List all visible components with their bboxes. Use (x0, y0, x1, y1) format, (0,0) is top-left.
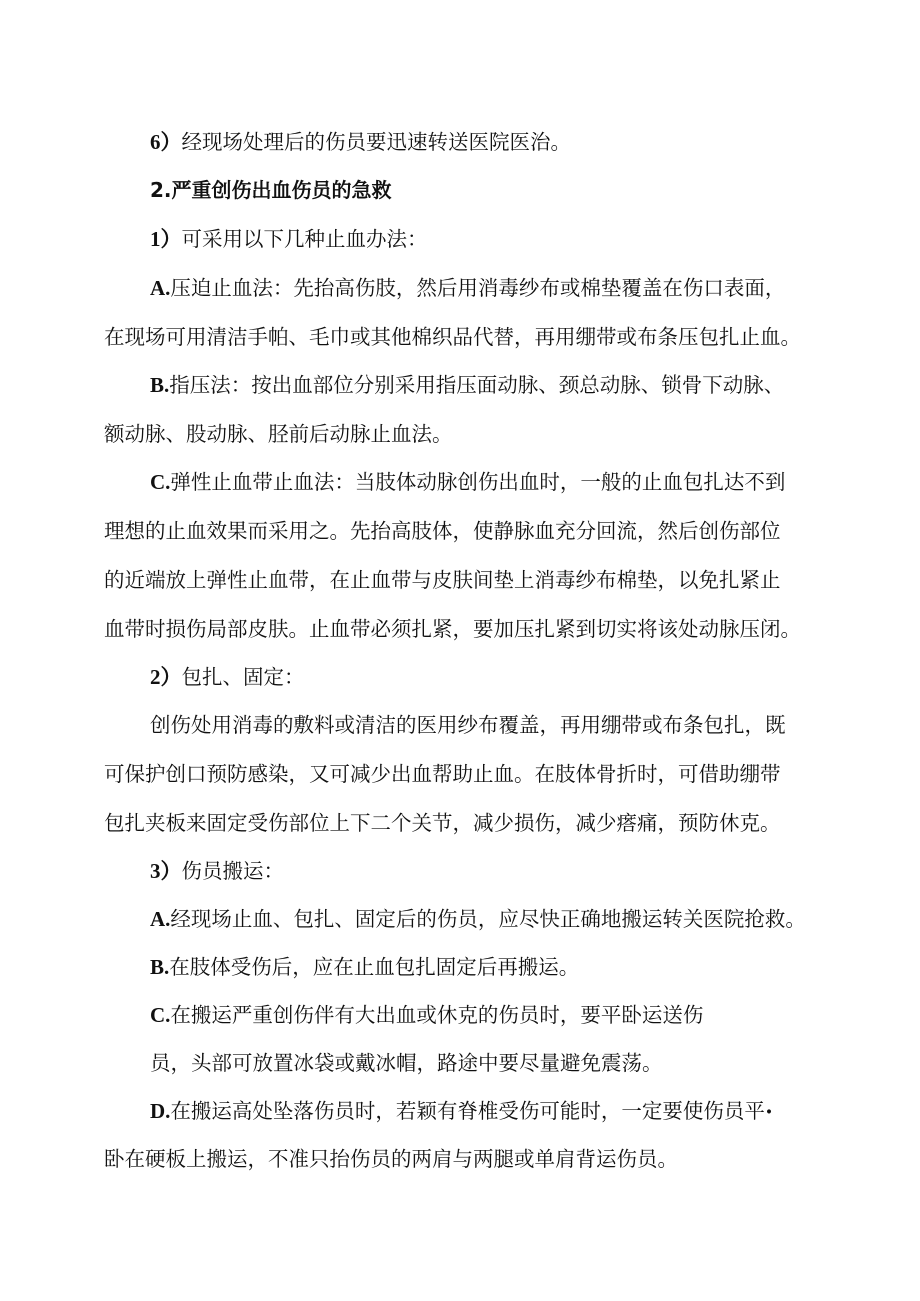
list-marker: B. (150, 955, 170, 979)
paragraph-line: 可保护创口预防感染，又可减少出血帮助止血。在肢体骨折时，可借助绷带 (104, 762, 781, 786)
paragraph-line (150, 467, 785, 497)
line-text: 指压法：按出血部位分别采用指压面动脉、颈总动脉、锁骨下动脉、 (169, 373, 785, 397)
line-text: 在肢体受伤后，应在止血包扎固定后再搬运。 (169, 955, 580, 979)
line-text: 弹性止血带止血法：当肢体动脉创伤出血时，一般的止血包扎达不到 (170, 470, 786, 494)
line-text: 可采用以下几种止血办法： (181, 227, 428, 251)
paragraph-line: 血带时损伤局部皮肤。止血带必须扎紧，要加压扎紧到切实将该处动脉压闭。 (104, 617, 801, 641)
list-marker: 3） (150, 859, 182, 883)
paragraph-line (150, 856, 284, 886)
paragraph-line (150, 662, 305, 692)
line-text: 在搬运高处坠落伤员时，若颖有脊椎受伤可能时，一定要使伤员平 (170, 1099, 765, 1123)
paragraph-line: 员，头部可放置冰袋或戴冰帽，路途中要尽量避免震荡。 (150, 1051, 663, 1075)
list-marker: B. (150, 373, 170, 397)
line-text: 经现场止血、包扎、固定后的伤员，应尽快正确地搬运转关医院抢救。 (170, 907, 806, 931)
paragraph-line (150, 224, 428, 254)
paragraph-line (150, 1096, 773, 1126)
stray-dot: • (764, 1104, 774, 1121)
line-text: 伤员搬运： (181, 859, 284, 883)
paragraph-line: 理想的止血效果而采用之。先抬高肢体，使静脉血充分回流，然后创伤部位 (104, 519, 781, 543)
section-heading: 2.严重创伤出血伤员的急救 (150, 178, 392, 202)
list-marker: A. (150, 276, 171, 300)
line-text: 压迫止血法：先抬高伤肢，然后用消毒纱布或棉垫覆盖在伤口表面， (170, 276, 786, 300)
paragraph-line (150, 1000, 703, 1030)
paragraph-line: 额动脉、股动脉、胫前后动脉止血法。 (104, 422, 453, 446)
paragraph-line: 卧在硬板上搬运，不准只抬伤员的两肩与两腿或单肩背运伤员。 (104, 1147, 678, 1171)
paragraph-line: 包扎夹板来固定受伤部位上下二个关节，减少损伤，减少瘩痛，预防休克。 (104, 811, 781, 835)
paragraph-line (150, 952, 579, 982)
line-text: 包扎、固定： (181, 665, 305, 689)
list-marker: A. (150, 907, 171, 931)
paragraph-line (150, 370, 784, 400)
list-marker: C. (150, 1003, 171, 1027)
line-text: 经现场处理后的伤员要迅速转送医院医治。 (181, 130, 571, 154)
paragraph-line (150, 127, 571, 157)
list-marker: 1） (150, 227, 182, 251)
list-marker: C. (150, 470, 171, 494)
paragraph-line: 的近端放上弹性止血带，在止血带与皮肤间垫上消毒纱布棉垫，以免扎紧止 (104, 568, 781, 592)
list-marker: D. (150, 1099, 171, 1123)
line-text: 在搬运严重创伤伴有大出血或休克的伤员时，要平卧运送伤 (170, 1003, 704, 1027)
paragraph-line (150, 273, 785, 303)
paragraph-line: 在现场可用清洁手帕、毛巾或其他棉织品代替，再用绷带或布条压包扎止血。 (104, 325, 801, 349)
paragraph-line (150, 904, 806, 934)
paragraph-line: 创伤处用消毒的敷料或清洁的医用纱布覆盖，再用绷带或布条包扎，既 (150, 713, 786, 737)
list-marker: 2） (150, 665, 182, 689)
list-marker: 6） (150, 130, 182, 154)
